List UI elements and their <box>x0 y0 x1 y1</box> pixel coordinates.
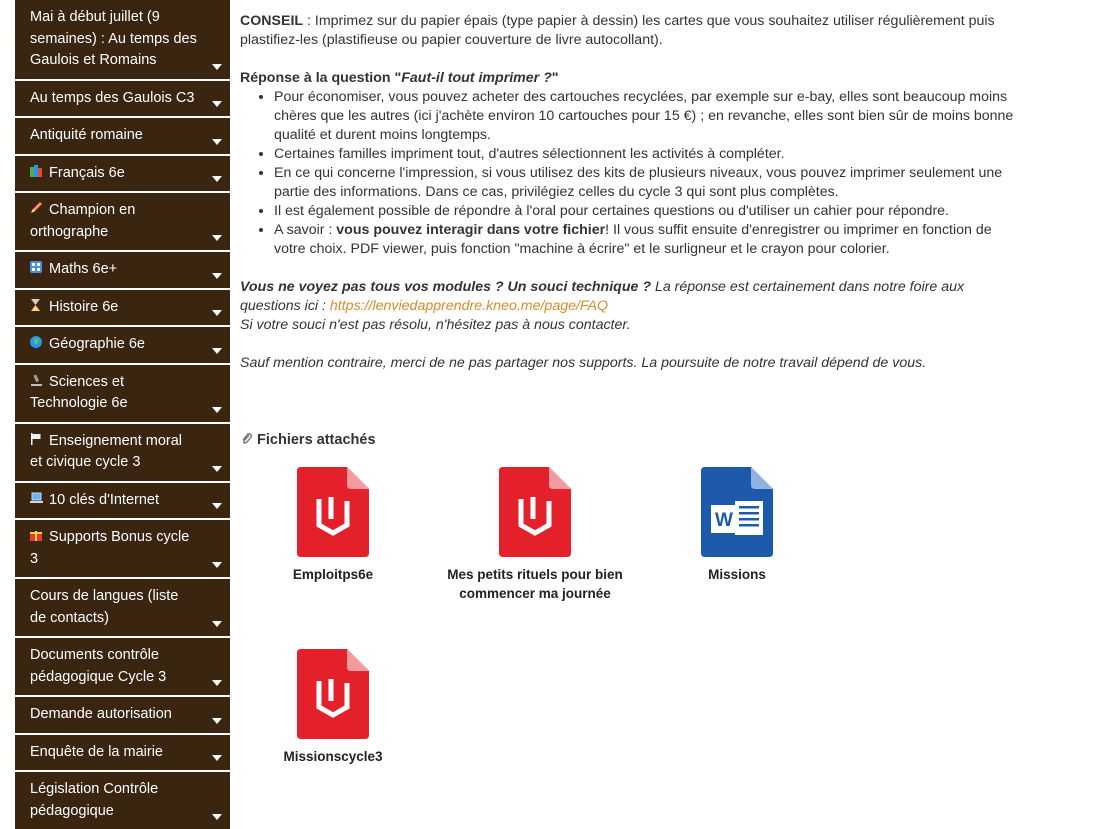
sidebar-item-label: Mai à début juillet (9 semaines) : Au temps des Gaulois et Romains <box>30 9 197 68</box>
faq-link[interactable]: https://lenviedapprendre.kneo.me/page/FAQ <box>329 298 609 314</box>
caret-down-icon[interactable] <box>212 176 222 182</box>
flag-icon <box>30 431 45 453</box>
word-file-icon <box>701 467 773 557</box>
sidebar-item-label: Géographie 6e <box>49 336 145 352</box>
caret-down-icon[interactable] <box>212 755 222 761</box>
sidebar-item-legislation[interactable] <box>15 772 230 829</box>
sidebar-item-geographie[interactable] <box>15 327 230 363</box>
caret-down-icon[interactable] <box>212 235 222 241</box>
sidebar-item-internet[interactable] <box>15 483 230 519</box>
pencil-icon <box>30 200 45 222</box>
sidebar-item-label: Législation Contrôle pédagogique <box>30 781 159 819</box>
caret-down-icon[interactable] <box>212 680 222 686</box>
sidebar-item-histoire[interactable] <box>15 290 230 326</box>
list-item: • Certaines familles impriment tout, d'autres sélectionnent les activités à compléter. <box>274 145 1020 164</box>
sidebar-item-label: Français 6e <box>49 164 125 181</box>
pdf-file-icon <box>297 649 369 739</box>
attachments-section <box>240 432 1040 764</box>
sidebar-item-gaulois-romains[interactable] <box>15 0 230 79</box>
caret-down-icon[interactable] <box>212 310 222 316</box>
sidebar-item-label: Antiquité romaine <box>30 127 143 143</box>
sidebar-item-label: Enquête de la mairie <box>30 743 163 760</box>
sidebar-item-langues[interactable] <box>15 579 230 636</box>
sidebar-item-sciences[interactable] <box>15 365 230 422</box>
sidebar-item-demande-autorisation[interactable] <box>15 697 230 733</box>
sidebar-item-documents-controle[interactable] <box>15 638 230 695</box>
hourglass-icon <box>30 297 45 319</box>
tech-paragraph <box>240 278 1020 316</box>
sidebar-item-label: Demande autorisation <box>30 706 172 722</box>
tech-text: La réponse est certainement dans notre foire aux questions ici : <box>240 279 965 314</box>
sidebar-item-emc[interactable] <box>15 424 230 481</box>
caret-down-icon[interactable] <box>212 64 222 70</box>
globe-icon <box>30 334 45 356</box>
books-icon <box>30 163 45 185</box>
answer-list <box>240 88 1020 259</box>
sidebar-item-label: 10 clés d'Internet <box>49 491 160 508</box>
sidebar-nav <box>15 0 230 819</box>
sidebar-item-label: Maths 6e+ <box>49 261 118 277</box>
last-bullet-bold: vous pouvez interagir dans votre fichier <box>336 222 606 238</box>
sidebar-item-label: Au temps des Gaulois C3 <box>30 89 195 106</box>
file-name: Mes petits rituels pour bien commencer ma journée <box>447 567 623 601</box>
sidebar-item-antiquite-romaine[interactable] <box>15 118 230 154</box>
sidebar-item-label: Documents contrôle pédagogique Cycle 3 <box>30 647 167 685</box>
list-item <box>274 221 1020 259</box>
conseil-text: : Imprimez sur du papier épais (type papier à dessin) les cartes que vous souhaitez utiliser régulièrement puis plastifiez-les (plastifieuse ou papier couverture de livre autocollant). <box>240 13 995 48</box>
sidebar-item-label: Supports Bonus cycle 3 <box>30 529 190 567</box>
file-card-missionscycle3[interactable] <box>233 649 433 766</box>
question-italic: Faut-il tout imprimer ? <box>401 70 552 86</box>
gift-icon <box>30 527 45 549</box>
tech-bold: Vous ne voyez pas tous vos modules ? Un souci technique ? <box>240 279 651 295</box>
sidebar-item-bonus[interactable] <box>15 520 230 577</box>
caret-down-icon[interactable] <box>212 621 222 627</box>
file-name: Emploitps6e <box>292 567 374 582</box>
caret-down-icon[interactable] <box>212 814 222 820</box>
sidebar-item-label: Cours de langues (liste de contacts) <box>30 588 179 626</box>
conseil-paragraph <box>240 12 1020 50</box>
caret-down-icon[interactable] <box>212 407 222 413</box>
sidebar-item-label: Champion en orthographe <box>30 202 136 240</box>
sidebar-item-enquete-mairie[interactable] <box>15 735 230 771</box>
caret-down-icon[interactable] <box>212 348 222 354</box>
caret-down-icon[interactable] <box>212 503 222 509</box>
microscope-icon <box>30 372 45 394</box>
sidebar-item-label: Enseignement moral et civique cycle 3 <box>30 432 183 470</box>
sidebar-item-label: Sciences et Technologie 6e <box>30 373 128 411</box>
paperclip-icon <box>240 432 253 448</box>
file-card-missions[interactable] <box>637 467 837 584</box>
attachments-heading-text: Fichiers attachés <box>257 432 376 448</box>
last-bullet-prefix: A savoir : <box>274 222 337 238</box>
file-card-emploitps6e[interactable] <box>233 467 433 584</box>
file-name: Missions <box>708 567 766 582</box>
main-content <box>240 12 1020 373</box>
attachments-heading <box>240 432 1040 448</box>
sidebar-item-francais[interactable] <box>15 156 230 192</box>
caret-down-icon[interactable] <box>212 562 222 568</box>
pdf-file-icon <box>297 467 369 557</box>
share-paragraph: Sauf mention contraire, merci de ne pas partager nos supports. La poursuite de notre travail dépend de vous. <box>240 355 927 371</box>
svg-text:W: W <box>715 510 733 531</box>
file-card-rituels[interactable] <box>435 467 635 603</box>
numbers-icon <box>30 259 45 281</box>
caret-down-icon[interactable] <box>212 139 222 145</box>
last-bullet-suffix: ! Il vous suffit ensuite d'enregistrer ou imprimer en fonction de votre choix. PDF viewer, puis fonction "machine à écrire" et le surligneur et le crayon pour colorier. <box>274 222 992 257</box>
caret-down-icon[interactable] <box>212 273 222 279</box>
list-item: • En ce qui concerne l'impression, si vous utilisez des kits de plusieurs niveaux, vous pouvez imprimer seulement une partie des informations. Dans ce cas, privilégiez celles du cycle 3 qui sont plus complètes. <box>274 164 1020 202</box>
caret-down-icon[interactable] <box>212 718 222 724</box>
pdf-file-icon <box>499 467 571 557</box>
sidebar-item-label: Histoire 6e <box>49 298 119 315</box>
sidebar-item-orthographe[interactable] <box>15 193 230 250</box>
sidebar-item-maths[interactable] <box>15 252 230 288</box>
caret-down-icon[interactable] <box>212 101 222 107</box>
caret-down-icon[interactable] <box>212 466 222 472</box>
question-heading <box>240 69 1020 88</box>
question-suffix: " <box>551 70 559 86</box>
question-prefix: Réponse à la question " <box>240 70 402 86</box>
sidebar-item-gaulois-c3[interactable] <box>15 81 230 117</box>
conseil-label: CONSEIL <box>240 13 304 29</box>
list-item: • Pour économiser, vous pouvez acheter des cartouches recyclées, par exemple sur e-bay, elles sont beaucoup moins chères que les autres (ici j'achète environ 10 cartouches pour 15 €) ; en revanche, elles sont bien sûr de moins bonne qualité et durent moins longtemps. <box>274 88 1020 145</box>
contact-paragraph: Si votre souci n'est pas résolu, n'hésitez pas à nous contacter. <box>240 317 631 333</box>
file-name: Missionscycle3 <box>283 749 383 764</box>
laptop-icon <box>30 490 45 512</box>
list-item: • Il est également possible de répondre à l'oral pour certaines questions ou d'utiliser un cahier pour répondre. <box>274 202 1020 221</box>
